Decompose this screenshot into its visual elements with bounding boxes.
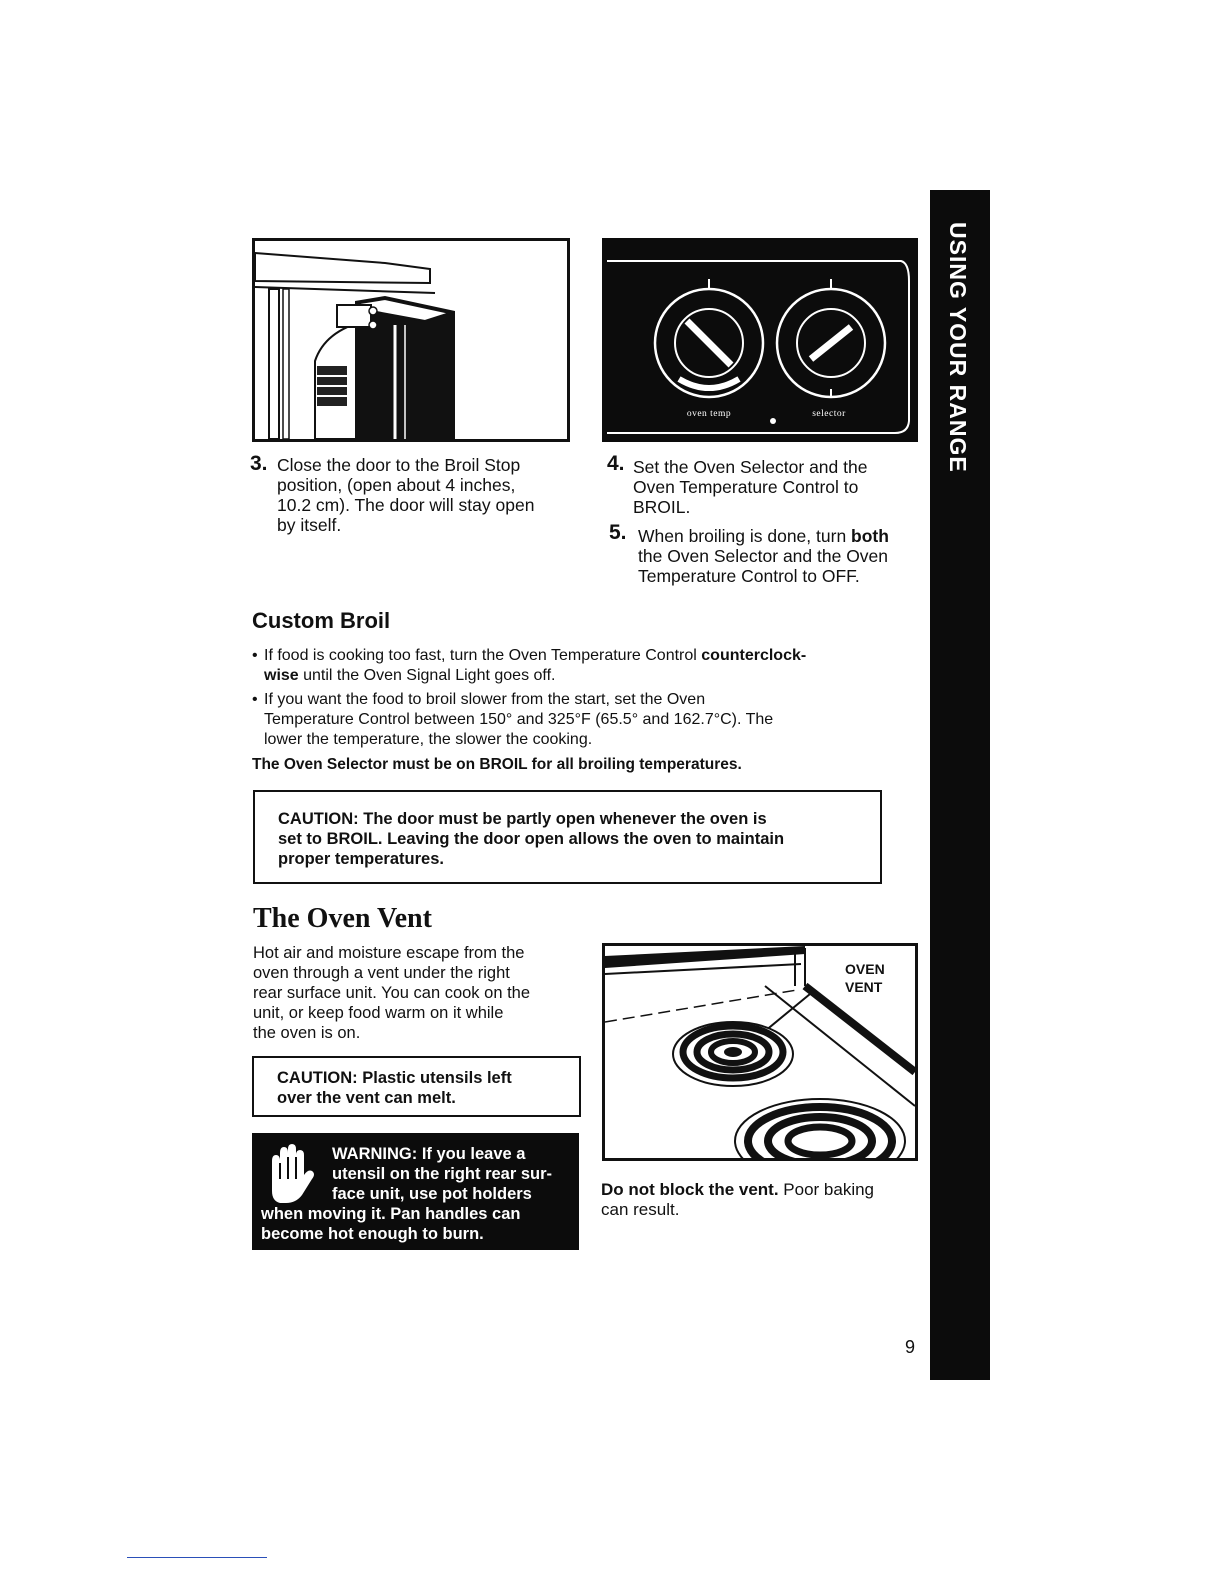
- warning-line: become hot enough to burn.: [261, 1225, 484, 1243]
- footer-rule: [127, 1557, 267, 1558]
- vent-caption: [601, 1180, 921, 1220]
- step-4-line: BROIL.: [633, 497, 691, 517]
- step-5-emphasis: both: [851, 526, 889, 546]
- custom-broil-heading: Custom Broil: [252, 608, 391, 633]
- custom-broil-bullet-1: [252, 646, 912, 686]
- bullet-1-emphasis: counterclock-: [701, 647, 807, 664]
- caution-line: set to BROIL. Leaving the door open allows the oven to maintain: [278, 830, 785, 848]
- caption-emphasis: Do not block the vent.: [601, 1180, 779, 1199]
- oven-vent-illustration: [602, 943, 918, 1161]
- caution-line: over the vent can melt.: [277, 1089, 456, 1107]
- step-4-line: Set the Oven Selector and the: [633, 457, 868, 477]
- bullet-dot: •: [252, 647, 258, 664]
- bullet-2-line: lower the temperature, the slower the cooking.: [264, 731, 593, 748]
- bullet-dot: •: [252, 691, 258, 708]
- front-burner-coil: [673, 1022, 793, 1086]
- caution-line: proper temperatures.: [278, 850, 444, 868]
- step-4-number: 4.: [607, 452, 625, 475]
- warning-line: face unit, use pot holders: [332, 1185, 532, 1203]
- custom-broil-bullet-2: [252, 690, 912, 750]
- step-5-line: the Oven Selector and the Oven: [638, 546, 889, 566]
- paragraph-line: oven through a vent under the right: [253, 964, 510, 982]
- broil-rule-note: The Oven Selector must be on BROIL for all broiling temperatures.: [252, 756, 742, 773]
- bullet-2-line: Temperature Control between 150° and 325°F (65.5° and 162.7°C). The: [264, 711, 774, 728]
- warning-line: when moving it. Pan handles can: [261, 1205, 521, 1223]
- caution-line: CAUTION: Plastic utensils left: [277, 1069, 512, 1087]
- warning-lines-bottom: [261, 1204, 571, 1244]
- step-3-text: [277, 455, 577, 535]
- step-3-line: by itself.: [277, 515, 342, 535]
- step-4-line: Oven Temperature Control to: [633, 477, 859, 497]
- caution-plastic-box: [252, 1056, 581, 1117]
- bullet-1-text: If food is cooking too fast, turn the Oven Temperature Control: [264, 647, 702, 664]
- callout-line: VENT: [845, 979, 883, 995]
- paragraph-line: rear surface unit. You can cook on the: [253, 984, 531, 1002]
- custom-broil-bullets: [252, 646, 912, 750]
- caption-line: can result.: [601, 1200, 680, 1219]
- step-3-line: position, (open about 4 inches,: [277, 475, 516, 495]
- oven-vent-paragraph: [253, 943, 583, 1043]
- oven-vent-title: The Oven Vent: [253, 903, 432, 934]
- bullet-1-emphasis: wise: [264, 667, 299, 684]
- warning-line: WARNING: If you leave a: [332, 1145, 526, 1163]
- step-5-number: 5.: [609, 521, 627, 544]
- warning-lines-top: [332, 1144, 572, 1204]
- caution-broil-box: [253, 790, 882, 884]
- section-side-tab: [930, 190, 990, 1380]
- bullet-1-text-end: until the Oven Signal Light goes off.: [298, 667, 556, 684]
- bullet-2-line: If you want the food to broil slower from the start, set the Oven: [264, 691, 706, 708]
- step-4-text: [633, 457, 923, 517]
- broil-stop-door-illustration: [252, 238, 570, 442]
- hand-stop-icon: [262, 1141, 320, 1205]
- paragraph-line: unit, or keep food warm on it while: [253, 1004, 504, 1022]
- oven-temp-label: oven temp: [686, 409, 732, 419]
- page-number: 9: [905, 1337, 916, 1357]
- step-5-line: [638, 526, 928, 546]
- step-3-number: 3.: [250, 452, 268, 475]
- oven-vent-callout: [843, 960, 887, 996]
- paragraph-line: Hot air and moisture escape from the: [253, 944, 525, 962]
- step-5-line: Temperature Control to OFF.: [638, 566, 860, 586]
- selector-label: selector: [812, 409, 846, 419]
- warning-box: [252, 1133, 579, 1250]
- step-5-text: [638, 526, 928, 586]
- step-3-line: Close the door to the Broil Stop: [277, 455, 521, 475]
- step-5-text-start: When broiling is done, turn: [638, 526, 852, 546]
- callout-line: OVEN: [845, 961, 885, 977]
- caption-text: Poor baking: [778, 1180, 875, 1199]
- caption-line: [601, 1180, 921, 1200]
- paragraph-line: the oven is on.: [253, 1024, 361, 1042]
- side-tab-label: USING YOUR RANGE: [945, 222, 971, 473]
- control-panel-illustration: [602, 238, 918, 442]
- step-3-line: 10.2 cm). The door will stay open: [277, 495, 535, 515]
- caution-line: CAUTION: The door must be partly open whenever the oven is: [278, 810, 767, 828]
- warning-line: utensil on the right rear sur-: [332, 1165, 553, 1183]
